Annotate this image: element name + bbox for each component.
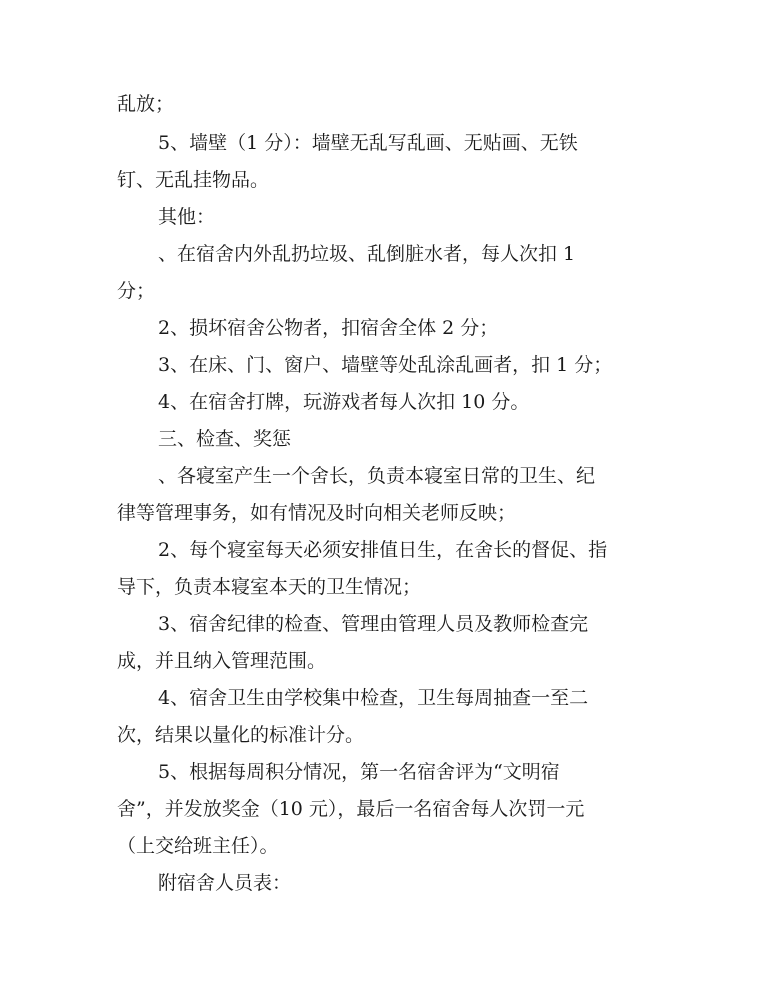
text-line: （上交给班主任）。	[117, 835, 279, 857]
text-line: 律等管理事务，如有情况及时向相关老师反映；	[117, 502, 517, 524]
text-line: 附宿舍人员表：	[158, 872, 292, 894]
text-line: 3、宿舍纪律的检查、管理由管理人员及教师检查完	[158, 613, 589, 635]
text-line: 4、在宿舍打牌，玩游戏者每人次扣 10 分。	[158, 391, 530, 413]
text-line: 其他：	[158, 206, 216, 228]
text-line: 、在宿舍内外乱扔垃圾、乱倒脏水者，每人次扣 1	[158, 243, 576, 265]
text-line: 5、墙壁（1 分）：墙壁无乱写乱画、无贴画、无铁	[158, 132, 578, 154]
section-heading: 三、检查、奖惩	[158, 428, 292, 450]
text-line: 2、每个寝室每天必须安排值日生，在舍长的督促、指	[158, 539, 608, 561]
text-line: 舍”，并发放奖金（10 元），最后一名宿舍每人次罚一元	[117, 798, 585, 820]
text-line: 5、根据每周积分情况，第一名宿舍评为“文明宿	[158, 761, 560, 783]
text-line: 2、损坏宿舍公物者，扣宿舍全体 2 分；	[158, 317, 499, 339]
text-line: 成，并且纳入管理范围。	[117, 650, 327, 672]
text-line: 钉、无乱挂物品。	[117, 169, 270, 191]
text-line: 分；	[117, 280, 156, 302]
text-line: 乱放；	[117, 93, 175, 115]
text-line: 、各寝室产生一个舍长，负责本寝室日常的卫生、纪	[158, 465, 596, 487]
text-line: 4、宿舍卫生由学校集中检查，卫生每周抽查一至二	[158, 687, 589, 709]
text-line: 次，结果以量化的标准计分。	[117, 724, 365, 746]
text-line: 导下，负责本寝室本天的卫生情况；	[117, 576, 422, 598]
text-line: 3、在床、门、窗户、墙壁等处乱涂乱画者，扣 1 分；	[158, 354, 613, 376]
